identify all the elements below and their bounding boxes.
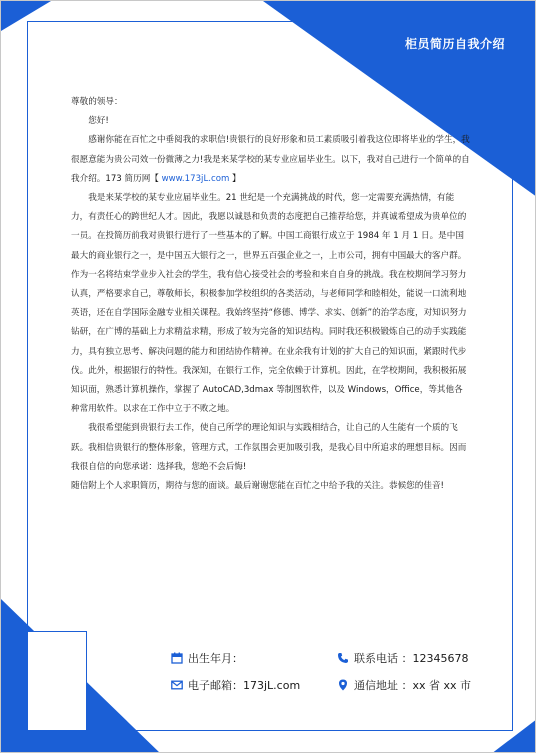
phone-info	[337, 650, 469, 666]
paragraph-intro-end: 】	[229, 173, 241, 184]
paragraph-closing: 随信附上个人求职简历，期待与您的面谈。最后谢谢您能在百忙之中给予我的关注。恭候您的佳音!	[71, 481, 444, 492]
address-info	[337, 677, 471, 693]
photo-placeholder	[27, 631, 87, 731]
page-title: 柜员简历自我介绍	[404, 37, 505, 51]
paragraph-background: 我是来某学校的某专业应届毕业生。21 世纪是一个充满挑战的时代，您一定需要充满热情，有能力，有责任心的跨世纪人才。因此，我愿以诚恳和负责的态度把自己推荐给您，并真诚希望成为贵单位的一员。在投简历前我对贵银行进行了一些基本的了解。中国工商银行成立于 1984 年 1 月 1 日。是中国最大的商业银行之一，是中国五大银行之一，世界五百强企业之一，上市公司，拥有中国最大的客户群。作为一名将结束学业步入社会的学生，我有信心接受社会的考验和来自自身的挑战。我在校期间学习努力认真，严格要求自己，尊敬师长，积极参加学校组织的各类活动，与老师同学和睦相处，能说一口流利地英语，还在自学国际金融专业相关课程。我始终坚持“修德、博学、求实、创新”的治学态度，对知识努力钻研，在广博的基础上力求精益求精，形成了较为完备的知识结构。同时我还积极锻炼自己的动手实践能力，具有独立思考、解决问题的能力和团结协作精神。在业余我有计划的扩大自己的知识面，紧跟时代步伐。此外，根据银行的特性。我深知，在银行工作，完全依赖于计算机。因此，在学校期间，我积极拓展知识面，熟悉计算机操作，掌握了 AutoCAD,3dmax 等制图软件，以及 Windows，Office，等其他各种常用软件。以求在工作中立于不败之地。	[71, 193, 467, 415]
email-text: 电子邮箱：173jL.com	[188, 679, 301, 692]
paragraph-intro-text: 感谢你能在百忙之中垂阅我的求职信!贵银行的良好形象和员工素质吸引着我这位即将毕业的学生，我很愿意能为贵公司效一份微薄之力!我是来某学校的某专业应届毕业生。以下，我对自己进行一个简单的自我介绍。173 简历网【	[71, 135, 470, 184]
calendar-icon	[171, 652, 183, 664]
phone-icon	[337, 652, 349, 664]
address-text: 通信地址 ：xx 省 xx 市	[354, 679, 472, 692]
phone-text: 联系电话 ：12345678	[354, 652, 469, 665]
paragraph-aspiration: 我很希望能到贵银行去工作，使自己所学的理论知识与实践相结合，让自己的人生能有一个质的飞跃。我相信贵银行的整体形象，管理方式，工作氛围会更加吸引我，是我心目中所追求的理想目标。因而我很自信的向您承诺：选择我，您绝不会后悔!	[71, 423, 467, 472]
website-link[interactable]: www.173jL.com	[161, 173, 230, 184]
email-icon	[171, 679, 183, 691]
birth-info	[171, 650, 243, 666]
location-icon	[337, 679, 349, 691]
salutation: 尊敬的领导：	[71, 97, 123, 107]
greeting: 您好!	[88, 116, 109, 127]
email-info	[171, 677, 300, 693]
birth-label: 出生年月：	[188, 652, 243, 665]
letter-body	[71, 93, 471, 496]
paragraph-intro	[71, 131, 471, 189]
